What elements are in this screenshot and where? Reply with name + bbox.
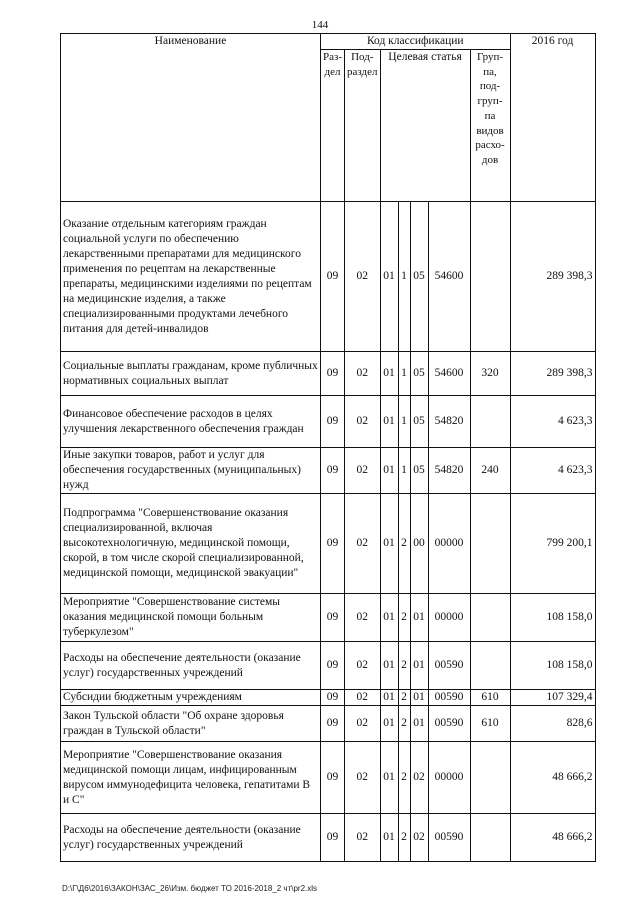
item-name-cell: Субсидии бюджетным учреждениям: [61, 690, 321, 706]
item-name-cell: Оказание отдельным категориям граждан социальной услуги по обеспечению лекарственными препаратами для медицинского применения по рецептам на лекарственные препараты, медицинскими изделиями по рецептам на медицинские изделия, а также специализированными продуктами лечебного питания для детей-инвалидов: [61, 202, 321, 352]
target-event-cell: 01: [410, 594, 428, 642]
razdel-cell: 09: [321, 814, 345, 862]
amount-cell: 48 666,2: [510, 742, 595, 814]
table-row: [61, 742, 596, 814]
target-event-cell: 01: [410, 690, 428, 706]
razdel-cell: 09: [321, 690, 345, 706]
expense-type-cell: [470, 742, 510, 814]
expense-type-cell: [470, 594, 510, 642]
target-subprogram-cell: 2: [398, 594, 410, 642]
podrazdel-cell: 02: [345, 352, 381, 396]
podrazdel-cell: 02: [345, 706, 381, 742]
target-direction-cell: 00590: [428, 642, 470, 690]
target-program-cell: 01: [380, 690, 398, 706]
amount-cell: 108 158,0: [510, 594, 595, 642]
target-program-cell: 01: [380, 814, 398, 862]
target-event-cell: 01: [410, 706, 428, 742]
podrazdel-cell: 02: [345, 594, 381, 642]
razdel-cell: 09: [321, 396, 345, 448]
podrazdel-cell: 02: [345, 202, 381, 352]
item-name-cell: Социальные выплаты гражданам, кроме публичных нормативных социальных выплат: [61, 352, 321, 396]
target-subprogram-cell: 2: [398, 706, 410, 742]
razdel-cell: 09: [321, 594, 345, 642]
header-podrazdel: Под- раздел: [345, 50, 381, 202]
target-event-cell: 05: [410, 202, 428, 352]
target-direction-cell: 00000: [428, 494, 470, 594]
target-subprogram-cell: 1: [398, 352, 410, 396]
item-name-cell: Мероприятие "Совершенствование оказания медицинской помощи лицам, инфицированным вирусом иммунодефицита человека, гепатитами В и С": [61, 742, 321, 814]
target-program-cell: 01: [380, 642, 398, 690]
item-name-cell: Иные закупки товаров, работ и услуг для обеспечения государственных (муниципальных) нужд: [61, 448, 321, 494]
amount-cell: 48 666,2: [510, 814, 595, 862]
target-program-cell: 01: [380, 594, 398, 642]
podrazdel-cell: 02: [345, 396, 381, 448]
target-event-cell: 02: [410, 814, 428, 862]
target-subprogram-cell: 2: [398, 494, 410, 594]
target-program-cell: 01: [380, 202, 398, 352]
target-direction-cell: 00000: [428, 742, 470, 814]
table-body: [61, 202, 596, 862]
podrazdel-cell: 02: [345, 448, 381, 494]
amount-cell: 828,6: [510, 706, 595, 742]
razdel-cell: 09: [321, 742, 345, 814]
podrazdel-cell: 02: [345, 494, 381, 594]
amount-cell: 289 398,3: [510, 202, 595, 352]
podrazdel-cell: 02: [345, 814, 381, 862]
table-row: [61, 594, 596, 642]
header-name: Наименование: [61, 34, 321, 202]
target-subprogram-cell: 1: [398, 448, 410, 494]
amount-cell: 107 329,4: [510, 690, 595, 706]
item-name-cell: Расходы на обеспечение деятельности (оказание услуг) государственных учреждений: [61, 814, 321, 862]
expense-type-cell: 320: [470, 352, 510, 396]
podrazdel-cell: 02: [345, 690, 381, 706]
razdel-cell: 09: [321, 202, 345, 352]
file-path-footer: D:\Г\Д6\2016\ЗАКОН\ЗАС_26\Изм. бюджет ТО 2016-2018_2 чт\pr2.xls: [62, 884, 318, 893]
header-year: 2016 год: [510, 34, 595, 202]
razdel-cell: 09: [321, 706, 345, 742]
table-row: [61, 706, 596, 742]
table-row: [61, 396, 596, 448]
target-direction-cell: 00590: [428, 706, 470, 742]
target-direction-cell: 00000: [428, 594, 470, 642]
item-name-cell: Мероприятие "Совершенствование системы оказания медицинской помощи больным туберкулезом": [61, 594, 321, 642]
target-direction-cell: 00590: [428, 690, 470, 706]
target-program-cell: 01: [380, 396, 398, 448]
expense-type-cell: 240: [470, 448, 510, 494]
table-row: [61, 690, 596, 706]
target-subprogram-cell: 1: [398, 202, 410, 352]
target-event-cell: 00: [410, 494, 428, 594]
target-direction-cell: 54820: [428, 448, 470, 494]
target-direction-cell: 00590: [428, 814, 470, 862]
target-event-cell: 01: [410, 642, 428, 690]
podrazdel-cell: 02: [345, 642, 381, 690]
table-row: [61, 814, 596, 862]
target-subprogram-cell: 2: [398, 642, 410, 690]
target-direction-cell: 54600: [428, 202, 470, 352]
target-event-cell: 05: [410, 448, 428, 494]
header-classification-code: Код классификации: [321, 34, 511, 50]
target-program-cell: 01: [380, 448, 398, 494]
page-number: 144: [311, 19, 329, 31]
table-row: [61, 202, 596, 352]
amount-cell: 799 200,1: [510, 494, 595, 594]
target-subprogram-cell: 2: [398, 742, 410, 814]
expense-type-cell: [470, 396, 510, 448]
target-subprogram-cell: 2: [398, 690, 410, 706]
razdel-cell: 09: [321, 494, 345, 594]
header-razdel: Раз- дел: [321, 50, 345, 202]
item-name-cell: Закон Тульской области "Об охране здоровья граждан в Тульской области": [61, 706, 321, 742]
amount-cell: 108 158,0: [510, 642, 595, 690]
expense-type-cell: [470, 202, 510, 352]
expense-type-cell: [470, 814, 510, 862]
item-name-cell: Финансовое обеспечение расходов в целях улучшения лекарственного обеспечения граждан: [61, 396, 321, 448]
budget-table: [60, 33, 596, 862]
table-row: [61, 494, 596, 594]
target-direction-cell: 54820: [428, 396, 470, 448]
target-subprogram-cell: 2: [398, 814, 410, 862]
target-direction-cell: 54600: [428, 352, 470, 396]
table-row: [61, 642, 596, 690]
target-program-cell: 01: [380, 494, 398, 594]
target-program-cell: 01: [380, 352, 398, 396]
expense-type-cell: 610: [470, 706, 510, 742]
header-target-article: Целевая статья: [380, 50, 470, 202]
target-program-cell: 01: [380, 706, 398, 742]
target-event-cell: 05: [410, 396, 428, 448]
target-event-cell: 05: [410, 352, 428, 396]
header-expense-group: Груп- па, под- груп- па видов расхо- дов: [470, 50, 510, 202]
table-row: [61, 352, 596, 396]
amount-cell: 4 623,3: [510, 396, 595, 448]
target-subprogram-cell: 1: [398, 396, 410, 448]
expense-type-cell: [470, 494, 510, 594]
amount-cell: 289 398,3: [510, 352, 595, 396]
podrazdel-cell: 02: [345, 742, 381, 814]
expense-type-cell: 610: [470, 690, 510, 706]
table-header: [61, 34, 596, 202]
table-row: [61, 448, 596, 494]
item-name-cell: Подпрограмма "Совершенствование оказания специализированной, включая высокотехнологичную, медицинской помощи, скорой, в том числе скорой специализированной, медицинской помощи, медицинской эвакуации": [61, 494, 321, 594]
item-name-cell: Расходы на обеспечение деятельности (оказание услуг) государственных учреждений: [61, 642, 321, 690]
razdel-cell: 09: [321, 352, 345, 396]
amount-cell: 4 623,3: [510, 448, 595, 494]
target-event-cell: 02: [410, 742, 428, 814]
razdel-cell: 09: [321, 642, 345, 690]
expense-type-cell: [470, 642, 510, 690]
target-program-cell: 01: [380, 742, 398, 814]
razdel-cell: 09: [321, 448, 345, 494]
